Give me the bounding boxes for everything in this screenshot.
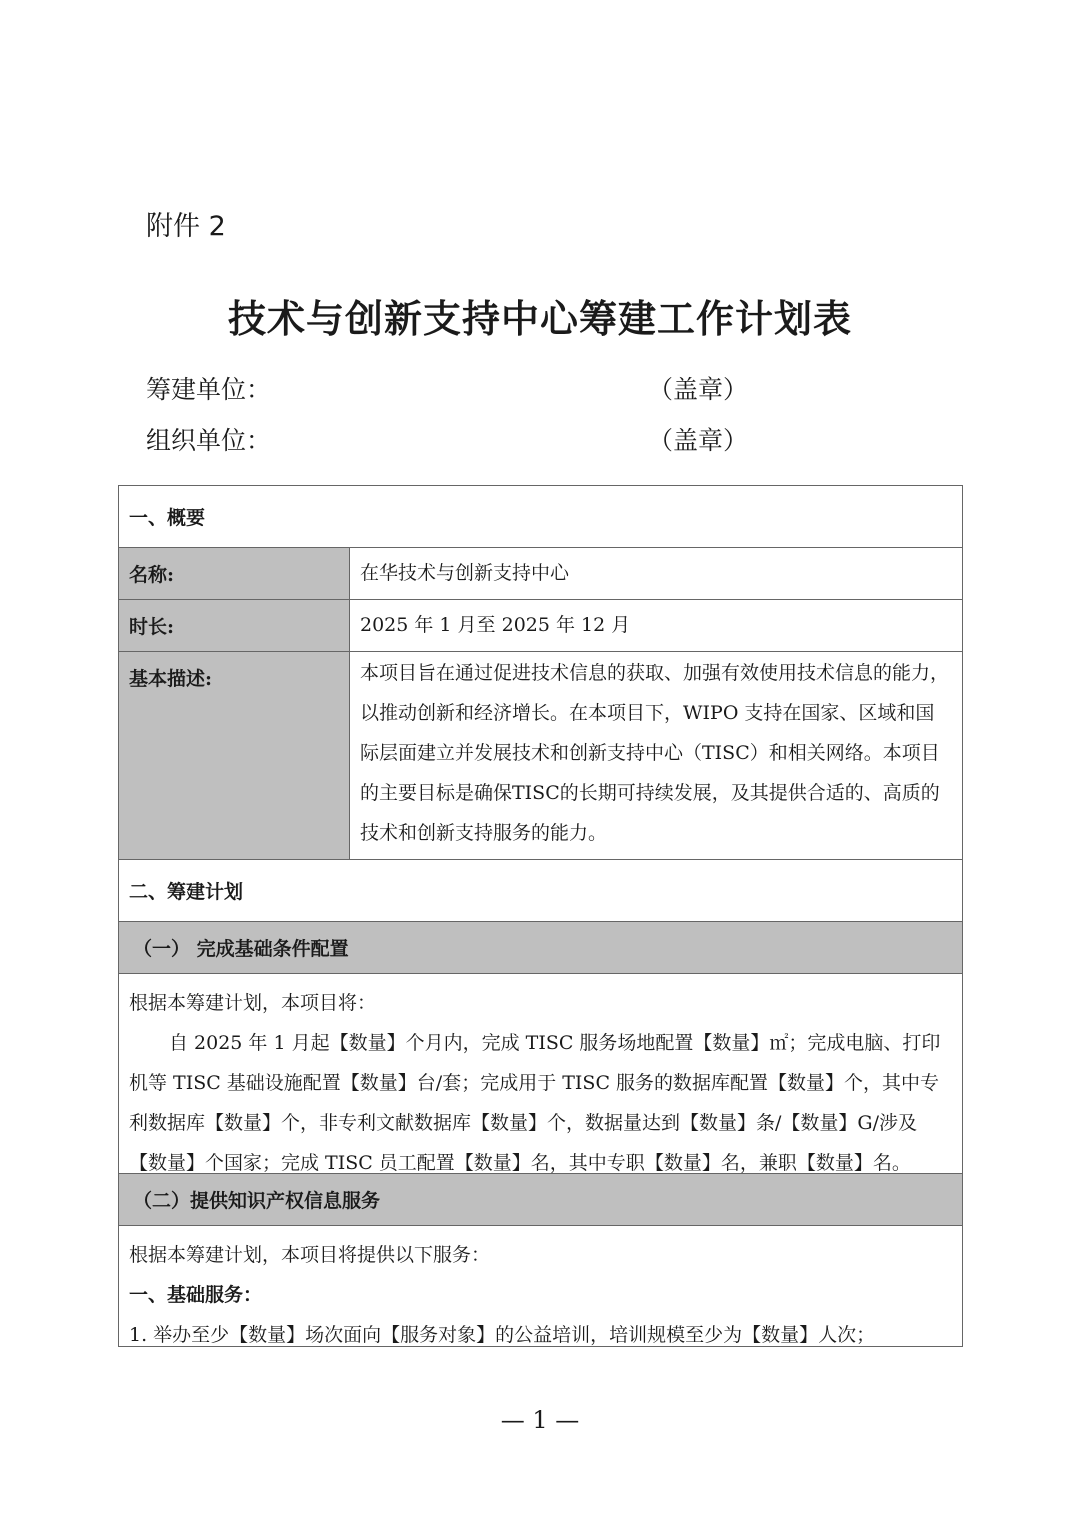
unit-label: 筹建单位： (146, 375, 272, 404)
duration-key: 时长: (119, 600, 350, 651)
organization-unit-row (146, 421, 749, 461)
infrastructure-intro: 根据本筹建计划，本项目将： (129, 992, 377, 1014)
subsection-heading-infrastructure (119, 922, 962, 974)
seal-placeholder: （盖章） (648, 426, 749, 455)
attachment-label: 附件 2 (146, 211, 226, 242)
infrastructure-text: 自 2025 年 1 月起【数量】个月内，完成 TISC 服务场地配置【数量】㎡；完成电脑、打印机等 TISC 基础设施配置【数量】台/套；完成用于 TISC 服务的数据库配置【数量】个，其中专利数据库【数量】个，非专利文献数据库【数量】个，数据量达到【数量】条/【数量】G/涉及【数量】个国家；完成 TISC 员工配置【数量】名，其中专职【数量】名，兼职【数量】名。 (129, 1032, 941, 1174)
plan-table (118, 485, 963, 1347)
ip-services-body (119, 1226, 962, 1347)
name-value: 在华技术与创新支持中心 (360, 562, 570, 584)
description-row (119, 652, 962, 860)
seal-placeholder: （盖章） (648, 375, 749, 404)
name-row (119, 548, 962, 600)
subsection-title: （二）提供知识产权信息服务 (133, 1190, 381, 1212)
name-key: 名称: (119, 548, 350, 599)
organizing-unit-row (146, 370, 749, 410)
page-number: — 1 — (500, 1406, 580, 1434)
duration-row (119, 600, 962, 652)
ip-services-intro: 根据本筹建计划，本项目将提供以下服务： (129, 1244, 491, 1266)
document-title: 技术与创新支持中心筹建工作计划表 (227, 297, 852, 341)
service-item-1: 1. 举办至少【数量】场次面向【服务对象】的公益培训，培训规模至少为【数量】人次； (129, 1324, 876, 1346)
section-title: 二、筹建计划 (129, 881, 244, 903)
description-key: 基本描述: (119, 652, 350, 859)
basic-services-heading: 一、基础服务： (129, 1284, 263, 1306)
subsection-title: （一） 完成基础条件配置 (133, 938, 349, 960)
section-title: 一、概要 (129, 507, 206, 529)
subsection-heading-ip-services (119, 1174, 962, 1226)
duration-value: 2025 年 1 月至 2025 年 12 月 (360, 614, 631, 636)
section-heading-overview (119, 486, 962, 548)
infrastructure-body (119, 974, 962, 1174)
section-heading-plan (119, 860, 962, 922)
description-value: 本项目旨在通过促进技术信息的获取、加强有效使用技术信息的能力，以推动创新和经济增长。在本项目下，WIPO 支持在国家、区域和国际层面建立并发展技术和创新支持中心（TISC）和相关网络。本项目的主要目标是确保TISC的长期可持续发展，及其提供合适的、高质的技术和创新支持服务的能力。 (360, 662, 950, 844)
unit-label: 组织单位： (146, 426, 272, 455)
